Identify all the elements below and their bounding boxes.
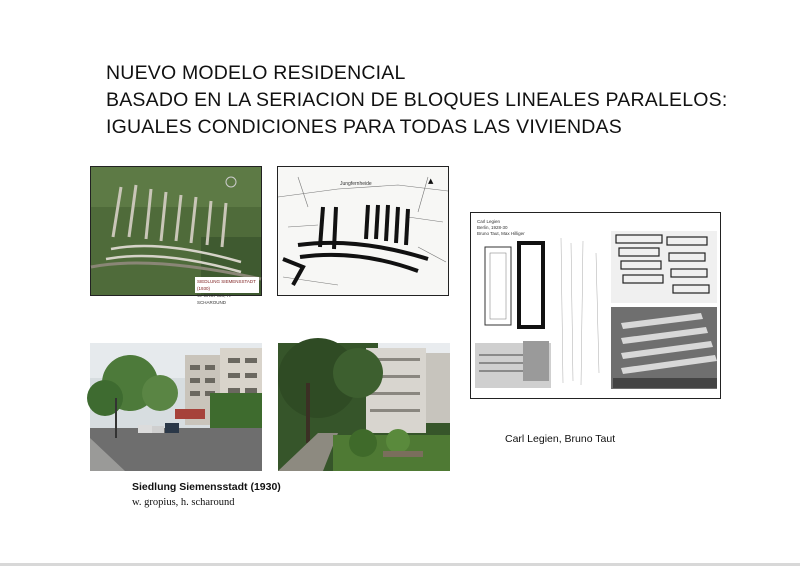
carl-legien-caption: Carl Legien, Bruno Taut <box>505 433 616 445</box>
site-plan-drawing <box>277 166 449 296</box>
title-line-3: IGUALES CONDICIONES PARA TODAS LAS VIVIENDAS <box>106 116 622 138</box>
aerial-inset-line-2: W. GROPIUS, H. SCHAROUND <box>197 293 232 305</box>
street-photo-1 <box>90 343 262 471</box>
aerial-photo <box>90 166 262 305</box>
title-line-2: BASADO EN LA SERIACION DE BLOQUES LINEALES PARALELOS: <box>106 89 728 111</box>
siemensstadt-caption <box>132 480 281 510</box>
carl-legien-sheet <box>470 212 721 399</box>
carl-legien-header <box>477 219 525 237</box>
site-plan-label: Jungfernheide <box>340 181 372 187</box>
carl-legien-header-line-2: Berlin, 1928-30 <box>477 225 508 230</box>
carl-legien-header-line-3: Bruno Taut, Max Hilliger <box>477 231 525 236</box>
aerial-inset-line-1: SIEDLUNG SIEMENSSTADT (1930) <box>197 279 256 291</box>
street-photo-2 <box>278 343 450 471</box>
carl-legien-header-line-1: Carl Legien <box>477 219 501 224</box>
slide-title <box>106 60 746 141</box>
siemensstadt-caption-authors: w. gropius, h. scharound <box>132 497 235 508</box>
aerial-inset-label <box>195 277 259 305</box>
siemensstadt-caption-title: Siedlung Siemensstadt (1930) <box>132 481 281 493</box>
svg-text:▲: ▲ <box>428 177 434 185</box>
title-line-1: NUEVO MODELO RESIDENCIAL <box>106 62 406 84</box>
